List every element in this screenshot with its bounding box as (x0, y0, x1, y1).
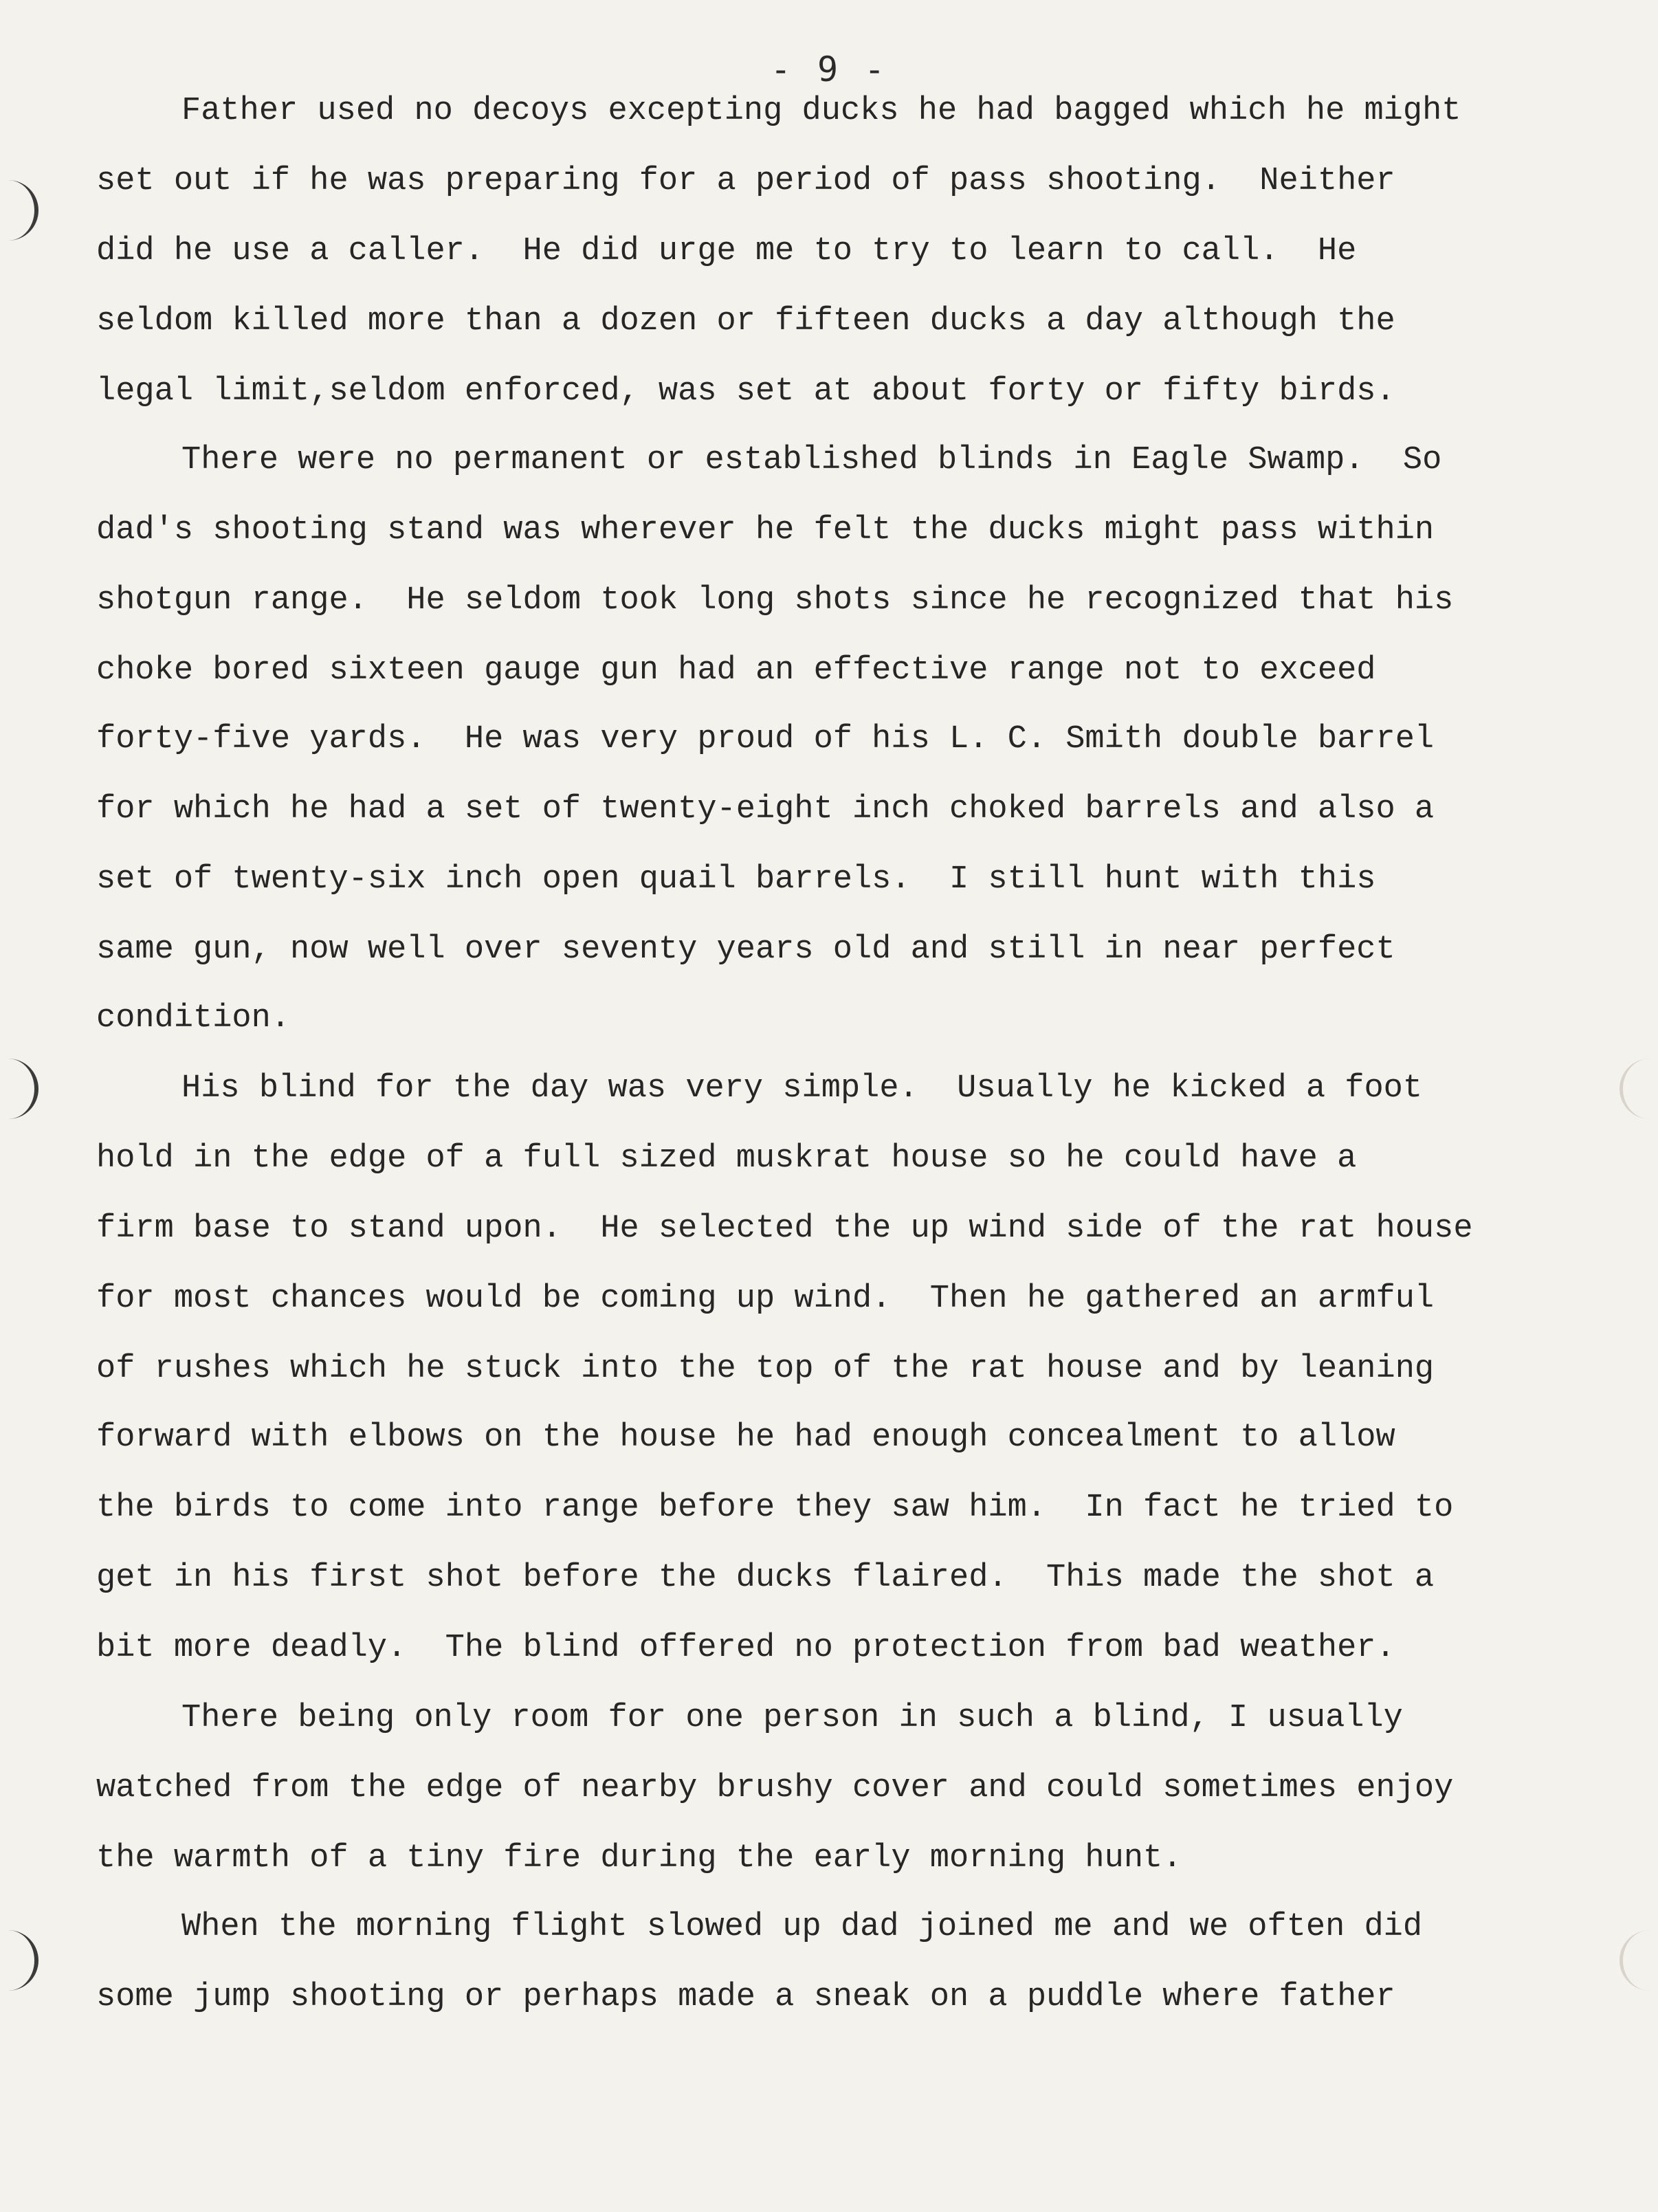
text-line: same gun, now well over seventy years old and still in near perfect (96, 931, 1395, 968)
text-line: There were no permanent or established blinds in Eagle Swamp. So (181, 442, 1442, 478)
page-number: - 9 - (770, 49, 888, 89)
text-line: for most chances would be coming up wind. Then he gathered an armful (96, 1281, 1435, 1317)
text-line: the warmth of a tiny fire during the early morning hunt. (96, 1840, 1182, 1877)
text-line: condition. (96, 1000, 291, 1037)
text-line: bit more deadly. The blind offered no protection from bad weather. (96, 1630, 1395, 1666)
text-line: for which he had a set of twenty-eight inch choked barrels and also a (96, 791, 1435, 828)
text-line: choke bored sixteen gauge gun had an effective range not to exceed (96, 652, 1376, 689)
punch-hole-top (0, 180, 38, 241)
text-line: dad's shooting stand was wherever he felt the ducks might pass within (96, 512, 1435, 549)
text-line: legal limit,seldom enforced, was set at about forty or fifty birds. (96, 373, 1395, 410)
text-line: There being only room for one person in such a blind, I usually (181, 1700, 1403, 1736)
text-line: shotgun range. He seldom took long shots since he recognized that his (96, 582, 1454, 619)
text-line: firm base to stand upon. He selected the up wind side of the rat house (96, 1210, 1473, 1247)
text-line: get in his first shot before the ducks flaired. This made the shot a (96, 1560, 1435, 1596)
text-line: did he use a caller. He did urge me to try to learn to call. He (96, 233, 1357, 269)
text-line: hold in the edge of a full sized muskrat house so he could have a (96, 1140, 1357, 1177)
text-line: set out if he was preparing for a period of pass shooting. Neither (96, 163, 1395, 199)
text-line: When the morning flight slowed up dad joined me and we often did (181, 1909, 1423, 1945)
text-line: His blind for the day was very simple. Usually he kicked a foot (181, 1070, 1423, 1107)
text-line: watched from the edge of nearby brushy cover and could sometimes enjoy (96, 1770, 1454, 1806)
text-line: forward with elbows on the house he had enough concealment to allow (96, 1419, 1395, 1456)
text-line: set of twenty-six inch open quail barrels. I still hunt with this (96, 861, 1376, 898)
text-line: the birds to come into range before they saw him. In fact he tried to (96, 1490, 1454, 1526)
punch-hole-middle (0, 1059, 38, 1119)
text-line: forty-five yards. He was very proud of his L. C. Smith double barrel (96, 721, 1435, 757)
punch-hole-bottom (0, 1930, 38, 1991)
text-line: seldom killed more than a dozen or fifteen ducks a day although the (96, 303, 1395, 340)
text-line: of rushes which he stuck into the top of the rat house and by leaning (96, 1351, 1435, 1387)
text-line: Father used no decoys excepting ducks he had bagged which he might (181, 93, 1461, 129)
text-line: some jump shooting or perhaps made a sneak on a puddle where father (96, 1979, 1395, 2015)
